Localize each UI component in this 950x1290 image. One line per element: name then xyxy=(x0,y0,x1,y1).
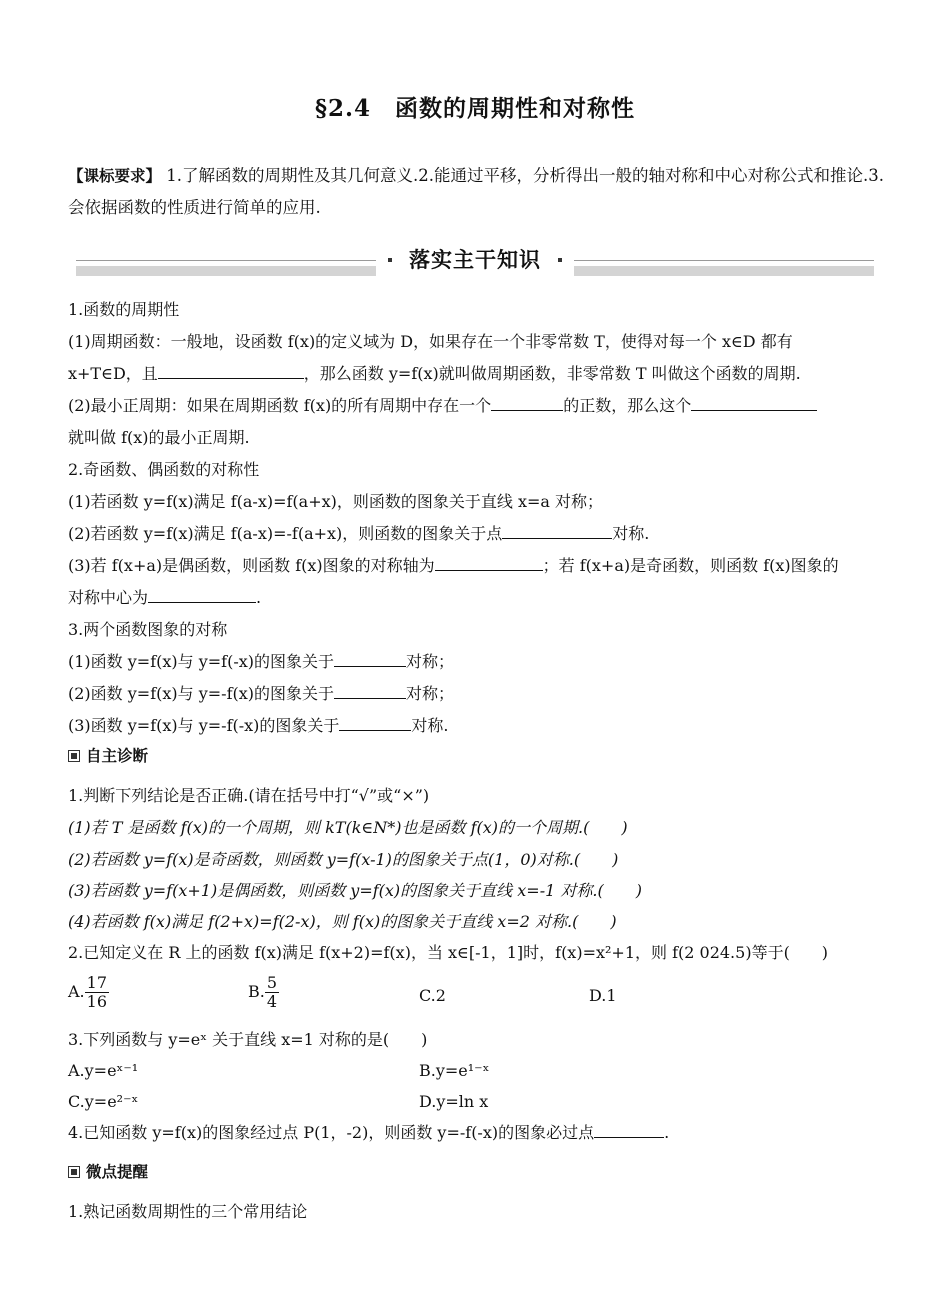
page-title: §2.4 函数的周期性和对称性 xyxy=(314,95,636,122)
q3-option-a[interactable]: A.y=eˣ⁻¹ xyxy=(68,1061,139,1080)
section1-p2a xyxy=(68,396,817,416)
section3-heading: 3.两个函数图象的对称 xyxy=(68,620,228,639)
fraction-numerator: 5 xyxy=(266,973,278,992)
section2-l4 xyxy=(68,588,261,608)
section1-heading: 1.函数的周期性 xyxy=(68,300,180,319)
q2-option-d[interactable]: D.1 xyxy=(589,986,617,1005)
section3-l3-post: 对称. xyxy=(411,716,449,735)
answer-blank[interactable] xyxy=(339,716,411,731)
diagnosis-q2: 2.已知定义在 R 上的函数 f(x)满足 f(x+2)=f(x)，当 x∈[-1，1]时，f(x)=x²+1，则 f(2 024.5)等于( ) xyxy=(68,943,829,962)
diagnosis-heading-text: 自主诊断 xyxy=(86,747,149,765)
answer-blank[interactable] xyxy=(435,556,543,571)
section3-l1 xyxy=(68,652,454,672)
diagnosis-q4 xyxy=(68,1123,669,1143)
section3-l1-pre: (1)函数 y=f(x)与 y=f(-x)的图象关于 xyxy=(68,652,334,671)
tips-heading-text: 微点提醒 xyxy=(86,1163,149,1181)
section2-l3-post: ；若 f(x+a)是奇函数，则函数 f(x)图象的 xyxy=(542,556,839,575)
diagnosis-q4-pre: 4.已知函数 y=f(x)的图象经过点 P(1，-2)，则函数 y=-f(-x)的图象必过点 xyxy=(68,1123,595,1142)
answer-blank[interactable] xyxy=(158,364,304,379)
requirements-label: 【课标要求】 xyxy=(68,167,162,185)
fraction-numerator: 17 xyxy=(86,973,107,992)
q3-option-b[interactable]: B.y=e¹⁻ˣ xyxy=(419,1061,490,1080)
banner-dot-left xyxy=(388,258,392,262)
fraction xyxy=(265,974,279,1011)
section3-l1-post: 对称； xyxy=(406,652,455,671)
tips-l1: 1.熟记函数周期性的三个常用结论 xyxy=(68,1202,308,1221)
section1-p2a-mid: 的正数，那么这个 xyxy=(563,396,692,415)
section3-l2-post: 对称； xyxy=(406,684,455,703)
section1-p1b xyxy=(68,364,801,384)
section2-l3-pre: (3)若 f(x+a)是偶函数，则函数 f(x)图象的对称轴为 xyxy=(68,556,435,575)
section2-l2-post: 对称. xyxy=(612,524,650,543)
q3-option-d[interactable]: D.y=ln x xyxy=(419,1092,489,1111)
section2-l4-pre: 对称中心为 xyxy=(68,588,149,607)
fraction-denominator: 16 xyxy=(86,992,107,1011)
q2-option-a-label: A. xyxy=(68,982,85,1001)
q2-option-c[interactable]: C.2 xyxy=(419,986,446,1005)
square-bullet-icon xyxy=(68,750,80,762)
section2-l4-post: . xyxy=(256,588,262,607)
fraction xyxy=(85,974,109,1011)
diagnosis-heading xyxy=(68,744,148,766)
answer-blank[interactable] xyxy=(148,588,256,603)
diagnosis-q1-1: (1)若 T 是函数 f(x)的一个周期，则 kT(k∈N*)也是函数 f(x)的一个周期.( ) xyxy=(68,818,628,837)
curriculum-requirements xyxy=(68,160,884,224)
section2-l3 xyxy=(68,556,839,576)
diagnosis-q1-4: (4)若函数 f(x)满足 f(2+x)=f(2-x)，则 f(x)的图象关于直线 x=2 对称.( ) xyxy=(68,912,617,931)
answer-blank[interactable] xyxy=(502,524,612,539)
q3-option-c[interactable]: C.y=e²⁻ˣ xyxy=(68,1092,139,1111)
diagnosis-q3: 3.下列函数与 y=eˣ 关于直线 x=1 对称的是( ) xyxy=(68,1030,428,1049)
section1-p1b-post: ，那么函数 y=f(x)就叫做周期函数，非零常数 T 叫做这个函数的周期. xyxy=(303,364,801,383)
section2-l2-pre: (2)若函数 y=f(x)满足 f(a-x)=-f(a+x)，则函数的图象关于点 xyxy=(68,524,503,543)
answer-blank[interactable] xyxy=(691,396,817,411)
section3-l2 xyxy=(68,684,454,704)
q2-option-b-label: B. xyxy=(248,982,265,1001)
section2-heading: 2.奇函数、偶函数的对称性 xyxy=(68,460,260,479)
section2-l2 xyxy=(68,524,649,544)
section1-p2a-pre: (2)最小正周期：如果在周期函数 f(x)的所有周期中存在一个 xyxy=(68,396,492,415)
section2-l1: (1)若函数 y=f(x)满足 f(a-x)=f(a+x)，则函数的图象关于直线 x=a 对称； xyxy=(68,492,604,511)
section3-l3-pre: (3)函数 y=f(x)与 y=-f(-x)的图象关于 xyxy=(68,716,340,735)
section1-p1b-pre: x+T∈D，且 xyxy=(68,364,158,383)
answer-blank[interactable] xyxy=(334,684,406,699)
q2-option-a[interactable] xyxy=(68,974,109,1011)
diagnosis-q1-3: (3)若函数 y=f(x+1)是偶函数，则函数 y=f(x)的图象关于直线 x=-1 对称.( ) xyxy=(68,881,642,900)
q2-option-b[interactable] xyxy=(248,974,279,1011)
answer-blank[interactable] xyxy=(594,1123,664,1138)
answer-blank[interactable] xyxy=(491,396,563,411)
requirements-text: 1.了解函数的周期性及其几何意义.2.能通过平移，分析得出一般的轴对称和中心对称公式和推论.3.会依据函数的性质进行简单的应用. xyxy=(68,166,884,217)
section1-p1a: (1)周期函数：一般地，设函数 f(x)的定义域为 D，如果存在一个非零常数 T，使得对每一个 x∈D 都有 xyxy=(68,332,793,351)
banner-title xyxy=(376,244,574,276)
diagnosis-q1: 1.判断下列结论是否正确.(请在括号中打“√”或“×”) xyxy=(68,786,430,805)
banner-dot-right xyxy=(558,258,562,262)
fraction-denominator: 4 xyxy=(266,992,278,1011)
answer-blank[interactable] xyxy=(334,652,406,667)
section3-l3 xyxy=(68,716,449,736)
banner-label: 落实主干知识 xyxy=(409,248,541,272)
tips-heading xyxy=(68,1160,148,1182)
square-bullet-icon xyxy=(68,1166,80,1178)
section3-l2-pre: (2)函数 y=f(x)与 y=-f(x)的图象关于 xyxy=(68,684,334,703)
section1-p2b: 就叫做 f(x)的最小正周期. xyxy=(68,428,250,447)
diagnosis-q4-post: . xyxy=(664,1123,670,1142)
section-banner xyxy=(76,244,874,280)
diagnosis-q1-2: (2)若函数 y=f(x)是奇函数，则函数 y=f(x-1)的图象关于点(1，0)对称.( ) xyxy=(68,850,619,869)
